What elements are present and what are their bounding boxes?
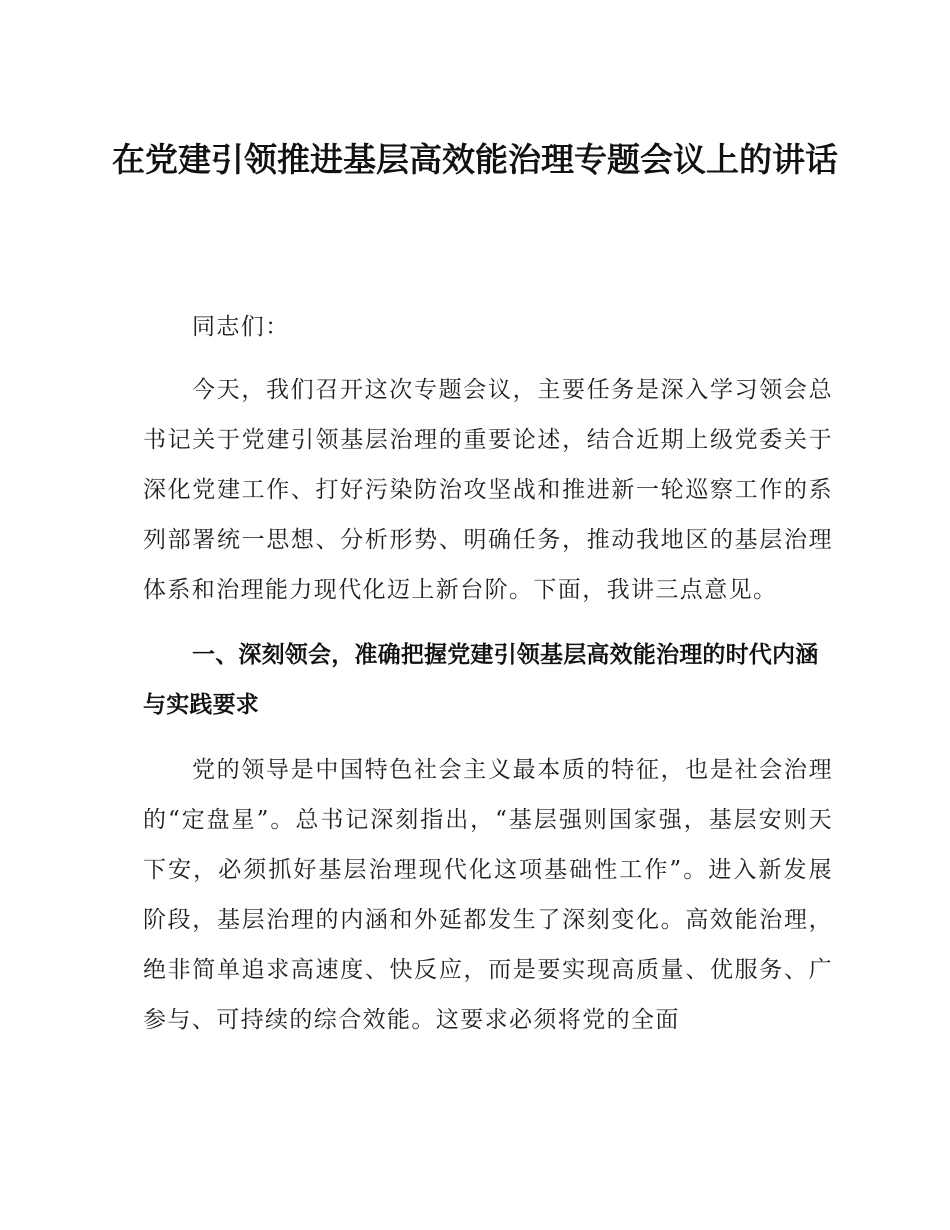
- intro-paragraph: 今天，我们召开这次专题会议，主要任务是深入学习领会总书记关于党建引领基层治理的重要论述，结合近期上级党委关于深化党建工作、打好污染防治攻坚战和推进新一轮巡察工作的系列部署统一思想、分析形势、明确任务，推动我地区的基层治理体系和治理能力现代化迈上新台阶。下面，我讲三点意见。: [143, 377, 833, 603]
- section-heading-1: 一、深刻领会，准确把握党建引领基层高效能治理的时代内涵与实践要求: [143, 642, 819, 718]
- document-body: [143, 302, 833, 1045]
- document-title: 在党建引领推进基层高效能治理专题会议上的讲话: [112, 140, 838, 180]
- salutation: 同志们：: [192, 314, 290, 340]
- section-1-paragraph: 党的领导是中国特色社会主义最本质的特征，也是社会治理的“定盘星”。总书记深刻指出，“基层强则国家强，基层安则天下安，必须抓好基层治理现代化这项基础性工作”。进入新发展阶段，基层治理的内涵和外延都发生了深刻变化。高效能治理，绝非简单追求高速度、快反应，而是要实现高质量、优服务、广参与、可持续的综合效能。这要求必须将党的全面: [143, 757, 833, 1033]
